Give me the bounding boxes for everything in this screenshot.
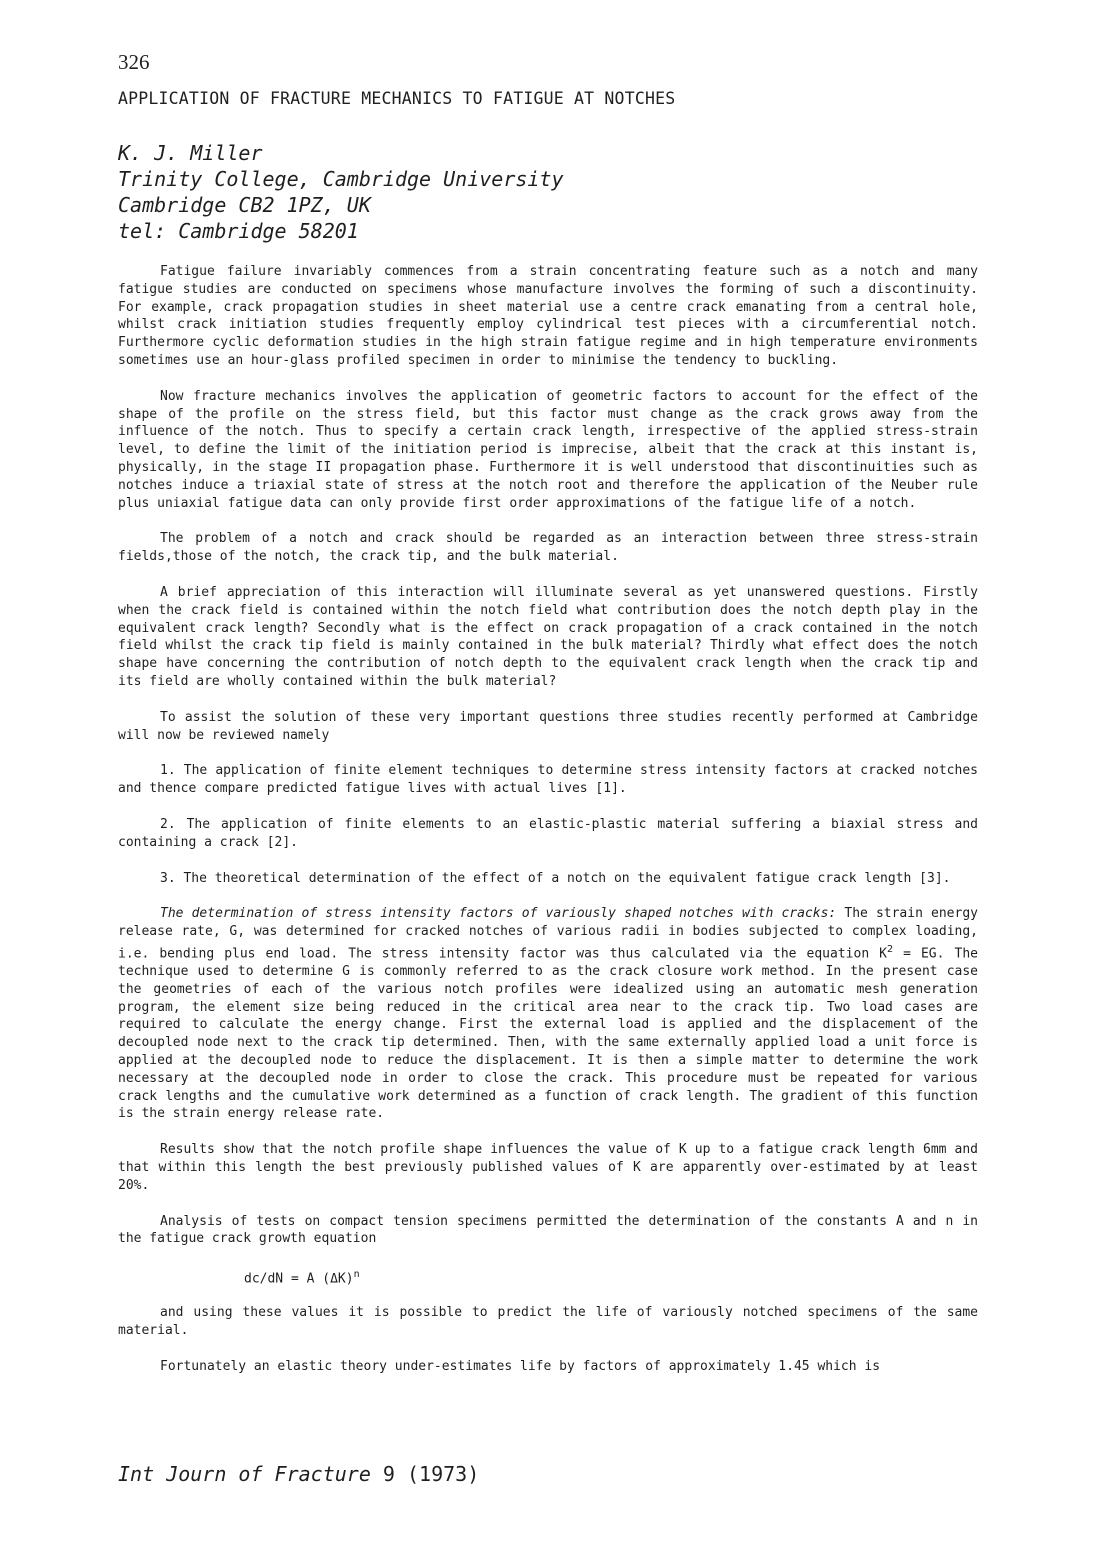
equation-main: dc/dN = A (ΔK): [244, 1271, 354, 1287]
section-lead-heading: The determination of stress intensity factors of variously shaped notches with cracks:: [160, 906, 837, 922]
paragraph-4: A brief appreciation of this interaction will illuminate several as yet unanswered questions. Firstly when the crack field is contained within the notch field what contribution does the notch depth play in the equivalent crack length? Secondly what is the effect on crack propagation of a crack contained in the notch field whilst the crack tip field is mainly contained in the bulk material? Thirdly what effect does the notch shape have concerning the contribution of notch depth to the equivalent crack length when the crack tip and its field are wholly contained within the bulk material?: [118, 584, 978, 689]
paragraph-10: Fortunately an elastic theory under-estimates life by factors of approximately 1.45 which is: [160, 1358, 881, 1374]
author-name: K. J. Miller: [118, 141, 263, 165]
author-block: [118, 140, 564, 244]
paper-title: APPLICATION OF FRACTURE MECHANICS TO FATIGUE AT NOTCHES: [118, 89, 676, 108]
list-item-1: 1. The application of finite element techniques to determine stress intensity factors at cracked notches and thence compare predicted fatigue lives with actual lives [1].: [118, 763, 978, 797]
paragraph-7: Results show that the notch profile shape influences the value of K up to a fatigue crack length 6mm and that within this length the best previously published values of K are apparently over-estimated by at least 20%.: [118, 1142, 978, 1193]
paragraph-5: To assist the solution of these very important questions three studies recently performed at Cambridge will now be reviewed namely: [118, 709, 978, 743]
paragraph-2: Now fracture mechanics involves the application of geometric factors to account for the effect of the shape of the profile on the stress field, but this factor must change as the crack grows away from the influence of the notch. Thus to specify a certain crack length, irrespective of the applied stress-strain level, to define the limit of the initiation period is imprecise, albeit that the crack at this instant is, physically, in the stage II propagation phase. Furthermore it is well understood that discontinuities such as notches induce a triaxial state of stress at the notch root and therefore the application of the Neuber rule plus uniaxial fatigue data can only provide first order approximations of the fatigue life of a notch.: [118, 388, 978, 511]
list-item-3: 3. The theoretical determination of the effect of a notch on the equivalent fatigue crack length [3].: [160, 870, 951, 886]
paragraph-6: [118, 905, 978, 1123]
paragraph-3: The problem of a notch and crack should be regarded as an interaction between three stress-strain fields,those of the notch, the crack tip, and the bulk material.: [118, 531, 978, 565]
paragraph-1: Fatigue failure invariably commences from a strain concentrating feature such as a notch and many fatigue studies are conducted on specimens whose manufacture involves the forming of such a discontinuity. For example, crack propagation studies in sheet material use a centre crack emanating from a central hole, whilst crack initiation studies frequently employ cylindrical test pieces with a circumferential notch. Furthermore cyclic deformation studies in the high strain fatigue regime and in high temperature environments sometimes use an hour-glass profiled specimen in order to minimise the tendency to buckling.: [118, 264, 978, 368]
page-number: 326: [118, 50, 150, 74]
paragraph-9: and using these values it is possible to predict the life of variously notched specimens of the same material.: [118, 1305, 978, 1339]
body-text: [118, 263, 978, 1394]
superscript-2: 2: [887, 943, 894, 955]
list-item-2: 2. The application of finite elements to an elastic-plastic material suffering a biaxial stress and containing a crack [2].: [118, 816, 978, 850]
growth-equation: [118, 1266, 978, 1288]
journal-footer: [118, 1462, 479, 1486]
paragraph-6-text-a: The strain energy release rate, G, was determined for cracked notches of various radii in bodies subjected to complex loading, i.e. bending plus end load. The stress intensity factor was thus calculated via the equation K: [118, 906, 978, 962]
equation-exponent: n: [353, 1269, 360, 1281]
author-telephone: tel: Cambridge 58201: [118, 219, 359, 243]
paragraph-8: Analysis of tests on compact tension specimens permitted the determination of the constants A and n in the fatigue crack growth equation: [118, 1213, 978, 1247]
author-affiliation: Trinity College, Cambridge University: [118, 167, 564, 191]
journal-name: Int Journ of Fracture: [118, 1462, 371, 1486]
paragraph-6-text-b: = EG. The technique used to determine G is commonly referred to as the crack closure work method. In the present case the geometries of each of the various notch profiles were idealized using an automatic mesh generation program, the element size being reduced in the critical area near to the crack tip. Two load cases are required to calculate the energy change. First the external load is applied and the displacement of the decoupled node next to the crack tip determined. Then, with the same externally applied load a unit force is applied at the decoupled node to reduce the displacement. It is then a simple matter to determine the work necessary at the decoupled node in order to close the crack. This procedure must be repeated for various crack lengths and the cumulative work determined as a function of crack length. The gradient of this function is the strain energy release rate.: [118, 946, 978, 1122]
author-address: Cambridge CB2 1PZ, UK: [118, 193, 371, 217]
journal-volume-year: 9 (1973): [370, 1462, 480, 1486]
